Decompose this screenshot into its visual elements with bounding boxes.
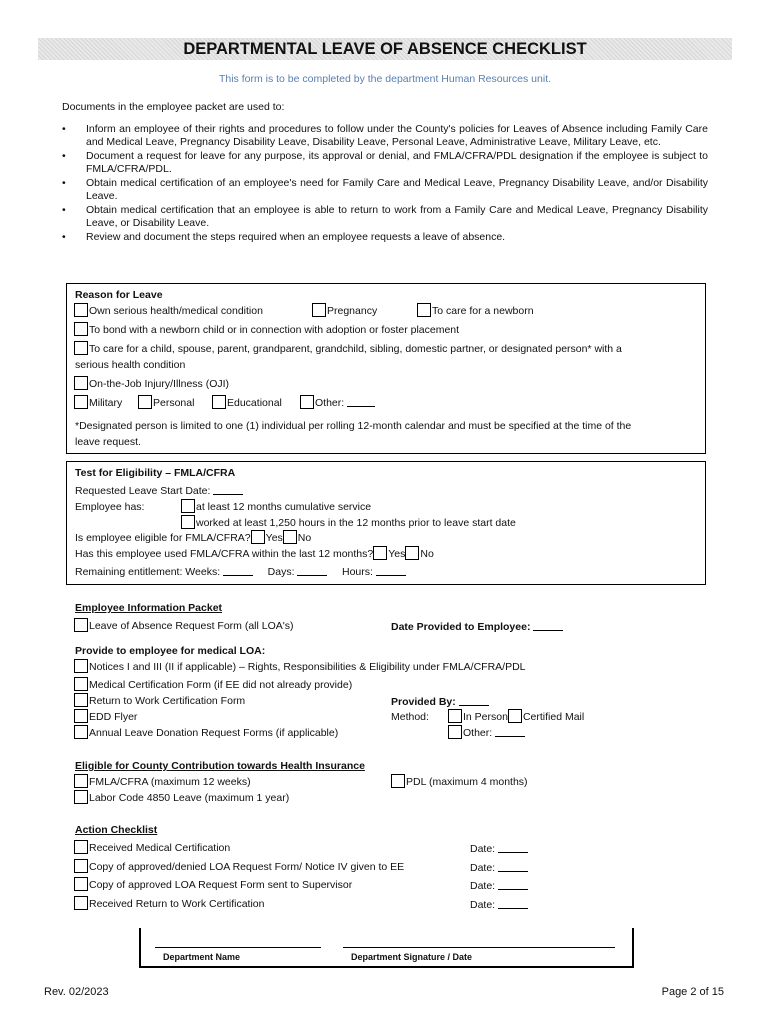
military-checkbox[interactable] [74, 395, 88, 409]
method-label: Method: [391, 711, 429, 723]
care-family-label-cont: serious health condition [75, 359, 186, 371]
newborn-care-checkbox[interactable] [417, 303, 431, 317]
bond-checkbox[interactable] [74, 322, 88, 336]
personal-checkbox[interactable] [138, 395, 152, 409]
pdl-health-label: PDL (maximum 4 months) [406, 776, 528, 788]
own-condition-checkbox[interactable] [74, 303, 88, 317]
purpose-item: • Obtain medical certification that an employee is able to return to work from a Family Care and Medical Leave, Pregnancy Disability Leave, or Disability Leave. [62, 204, 708, 230]
start-date-field[interactable] [213, 485, 243, 495]
designated-person-note-cont: leave request. [75, 436, 141, 448]
action-date-field[interactable] [498, 880, 528, 890]
certified-mail-label: Certified Mail [522, 711, 585, 723]
eligible-no-checkbox[interactable] [283, 530, 297, 544]
days-label: Days: [267, 566, 295, 578]
hours-field[interactable] [376, 566, 406, 576]
fmla-health-label: FMLA/CFRA (maximum 12 weeks) [89, 776, 251, 788]
other-reason-checkbox[interactable] [300, 395, 314, 409]
other-method-checkbox[interactable] [448, 725, 462, 739]
personal-label: Personal [153, 397, 195, 409]
purpose-item: • Obtain medical certification of an employee's need for Family Care and Medical Leave, Pregnancy Disability Leave, and/or Disability Leave. [62, 177, 708, 203]
own-condition-label: Own serious health/medical condition [89, 305, 263, 317]
educational-label: Educational [227, 397, 282, 409]
used-yes-label: Yes [388, 548, 406, 560]
page-number: Page 2 of 15 [661, 986, 724, 998]
fmla-health-checkbox[interactable] [74, 774, 88, 788]
action-item-checkbox[interactable] [74, 896, 88, 910]
action-date-field[interactable] [498, 899, 528, 909]
other-reason-label: Other: [315, 397, 345, 409]
intro-text: Documents in the employee packet are used to: [62, 101, 285, 113]
action-item-label: Copy of approved/denied LOA Request Form/ Notice IV given to EE [89, 861, 405, 873]
educational-checkbox[interactable] [212, 395, 226, 409]
pregnancy-checkbox[interactable] [312, 303, 326, 317]
bond-label: To bond with a newborn child or in connection with adoption or foster placement [89, 324, 460, 336]
eligible-yes-label: Yes [265, 532, 283, 544]
purpose-list [62, 123, 708, 245]
date-provided-field[interactable] [533, 621, 563, 631]
revision-date: Rev. 02/2023 [44, 986, 109, 998]
action-date-label: Date: [470, 899, 496, 911]
page-title: DEPARTMENTAL LEAVE OF ABSENCE CHECKLIST [38, 38, 732, 60]
service-label: at least 12 months cumulative service [196, 501, 372, 513]
used-question: Has this employee used FMLA/CFRA within the last 12 months? [75, 548, 374, 560]
notices-checkbox[interactable] [74, 659, 88, 673]
action-item-checkbox[interactable] [74, 859, 88, 873]
other-reason-field[interactable] [347, 397, 375, 407]
form-instructions: This form is to be completed by the department Human Resources unit. [218, 73, 552, 85]
oji-checkbox[interactable] [74, 376, 88, 390]
provided-by-label: Provided By: [391, 696, 456, 708]
purpose-item: • Document a request for leave for any purpose, its approval or denial, and FMLA/CFRA/PDL designation if the employee is subject to FMLA/CFRA/PDL. [62, 150, 708, 176]
provided-by-field[interactable] [459, 696, 489, 706]
notices-label: Notices I and III (II if applicable) – Rights, Responsibilities & Eligibility under FMLA/CFRA/PDL [89, 661, 526, 673]
labor-code-checkbox[interactable] [74, 790, 88, 804]
eligible-yes-checkbox[interactable] [251, 530, 265, 544]
department-signature-line[interactable] [343, 947, 615, 948]
hours-remaining-label: Hours: [342, 566, 373, 578]
pdl-health-checkbox[interactable] [391, 774, 405, 788]
medical-loa-header: Provide to employee for medical LOA: [75, 645, 266, 657]
health-header: Eligible for County Contribution towards Health Insurance [75, 760, 365, 772]
rtw-form-label: Return to Work Certification Form [89, 695, 246, 707]
action-date-field[interactable] [498, 862, 528, 872]
department-signature-label: Department Signature / Date [351, 952, 473, 962]
eligibility-header: Test for Eligibility – FMLA/CFRA [75, 467, 236, 479]
action-item-label: Received Medical Certification [89, 842, 231, 854]
service-checkbox[interactable] [181, 499, 195, 513]
certified-mail-checkbox[interactable] [508, 709, 522, 723]
other-method-label: Other: [463, 727, 493, 739]
used-no-checkbox[interactable] [405, 546, 419, 560]
start-date-label: Requested Leave Start Date: [75, 485, 211, 497]
hours-label: worked at least 1,250 hours in the 12 months prior to leave start date [196, 517, 516, 529]
newborn-care-label: To care for a newborn [432, 305, 534, 317]
hours-checkbox[interactable] [181, 515, 195, 529]
oji-label: On-the-Job Injury/Illness (OJI) [89, 378, 230, 390]
in-person-checkbox[interactable] [448, 709, 462, 723]
used-no-label: No [420, 548, 434, 560]
labor-code-label: Labor Code 4850 Leave (maximum 1 year) [89, 792, 290, 804]
loa-form-checkbox[interactable] [74, 618, 88, 632]
loa-form-label: Leave of Absence Request Form (all LOA's) [89, 620, 294, 632]
date-provided-label: Date Provided to Employee: [391, 621, 531, 633]
weeks-field[interactable] [223, 566, 253, 576]
employee-has-label: Employee has: [75, 501, 145, 513]
med-cert-label: Medical Certification Form (if EE did not already provide) [89, 679, 353, 691]
action-item-label: Copy of approved LOA Request Form sent to Supervisor [89, 879, 353, 891]
care-family-label: To care for a child, spouse, parent, grandparent, grandchild, sibling, domestic partner, or designated person* with a [89, 343, 622, 355]
rtw-form-checkbox[interactable] [74, 693, 88, 707]
eligible-question: Is employee eligible for FMLA/CFRA? [75, 532, 251, 544]
action-date-label: Date: [470, 880, 496, 892]
in-person-label: In Person [463, 711, 508, 723]
department-name-label: Department Name [163, 952, 241, 962]
pregnancy-label: Pregnancy [327, 305, 378, 317]
eligible-no-label: No [297, 532, 312, 544]
med-cert-checkbox[interactable] [74, 677, 88, 691]
purpose-item: • Inform an employee of their rights and procedures to follow under the County's policies for Leaves of Absence including Family Care and Medical Leave, Pregnancy Disability Leave, Disability Leave, Personal Leave, Administrative Leave, Military Leave, etc. [62, 123, 708, 149]
other-method-field[interactable] [495, 727, 525, 737]
action-date-field[interactable] [498, 843, 528, 853]
days-field[interactable] [297, 566, 327, 576]
edd-flyer-label: EDD Flyer [89, 711, 138, 723]
department-name-line[interactable] [155, 947, 321, 948]
action-item-checkbox[interactable] [74, 877, 88, 891]
action-header: Action Checklist [75, 824, 158, 836]
packet-header: Employee Information Packet [75, 602, 223, 614]
action-date-label: Date: [470, 862, 496, 874]
edd-flyer-checkbox[interactable] [74, 709, 88, 723]
designated-person-note: *Designated person is limited to one (1) individual per rolling 12-month calendar and must be specified at the time of the [75, 420, 632, 432]
action-date-label: Date: [470, 843, 496, 855]
reason-header: Reason for Leave [75, 289, 163, 301]
action-item-checkbox[interactable] [74, 840, 88, 854]
remaining-weeks-label: Remaining entitlement: Weeks: [75, 566, 221, 578]
purpose-item: • Review and document the steps required when an employee requests a leave of absence. [62, 231, 708, 244]
donation-checkbox[interactable] [74, 725, 88, 739]
used-yes-checkbox[interactable] [373, 546, 387, 560]
action-item-label: Received Return to Work Certification [89, 898, 265, 910]
care-family-checkbox[interactable] [74, 341, 88, 355]
military-label: Military [89, 397, 123, 409]
donation-label: Annual Leave Donation Request Forms (if applicable) [89, 727, 339, 739]
